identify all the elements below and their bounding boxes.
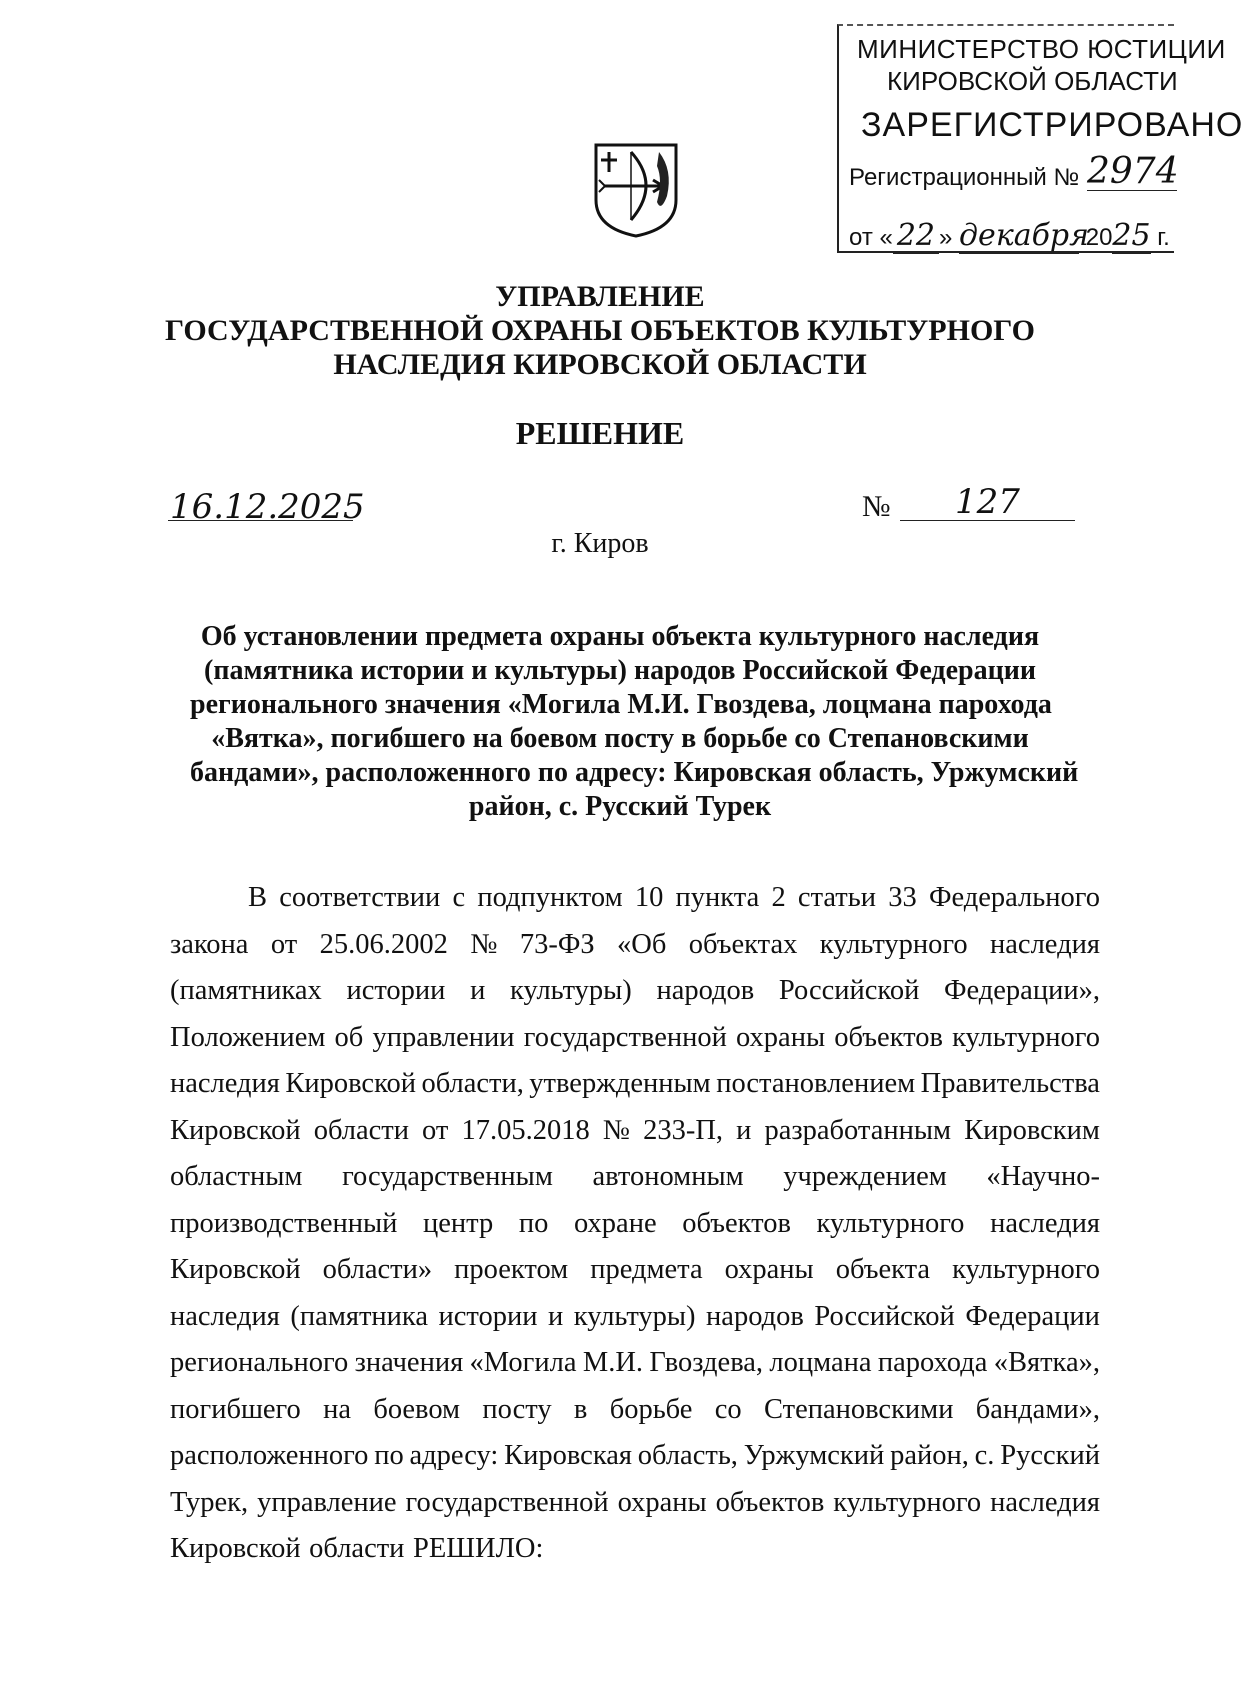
body-word: Кировской <box>170 1533 301 1564</box>
title-line: регионального значения «Могила М.И. Гвоздева, лоцмана парохода <box>190 689 1052 720</box>
body-word: значения <box>354 1347 464 1378</box>
body-line <box>170 1433 1100 1480</box>
body-word: Кировская <box>504 1440 632 1471</box>
body-word: области <box>309 1533 405 1564</box>
body-word: объектах <box>688 928 798 960</box>
body-word: предмета <box>590 1254 703 1285</box>
stamp-date-mid: » <box>939 224 953 251</box>
date-underline <box>168 520 353 521</box>
body-word: Федерации <box>965 1300 1100 1332</box>
body-word: Положением <box>170 1021 326 1053</box>
body-word: с. <box>974 1440 995 1471</box>
body-word: областным <box>170 1161 303 1192</box>
body-word: охраны <box>736 1021 826 1053</box>
title-line: «Вятка», погибшего на боевом посту в борьбе со Степановскими <box>211 723 1029 754</box>
body-word: Уржумский <box>743 1440 885 1471</box>
body-word: Правительства <box>920 1068 1100 1099</box>
body-word: народов <box>656 975 755 1006</box>
document-number: 127 <box>900 484 1075 521</box>
body-word: область, <box>637 1440 738 1471</box>
body-word: Русский <box>1000 1440 1100 1471</box>
body-word: постановлением <box>716 1068 916 1099</box>
body-word: народов <box>706 1300 804 1332</box>
body-word: государственной <box>405 1486 609 1518</box>
body-word: № <box>602 1114 630 1146</box>
body-word: Федерального <box>928 882 1100 913</box>
body-word: Турек, <box>170 1486 249 1518</box>
body-word: расположенного <box>170 1440 369 1471</box>
body-word: в <box>573 1393 588 1425</box>
body-word: Российской <box>778 975 920 1006</box>
title-line: (памятника истории и культуры) народов Российской Федерации <box>204 655 1036 686</box>
body-word: области, <box>421 1068 524 1099</box>
body-word: управлении <box>372 1021 515 1053</box>
stamp-ministry: МИНИСТЕРСТВО ЮСТИЦИИ <box>857 34 1226 64</box>
body-word: охраны <box>617 1486 707 1518</box>
body-word: «Об <box>617 928 667 960</box>
organization-line: НАСЛЕДИЯ КИРОВСКОЙ ОБЛАСТИ <box>333 348 867 381</box>
body-word: наследия <box>990 928 1100 960</box>
body-word: культурного <box>816 1207 965 1239</box>
stamp-date-prefix: от « <box>849 224 893 251</box>
organization-header <box>0 280 1200 382</box>
body-word: регионального <box>170 1347 349 1378</box>
body-word: адресу: <box>409 1440 499 1471</box>
body-word: РЕШИЛО: <box>412 1533 544 1564</box>
body-word: закона <box>170 928 249 960</box>
body-word: «Вятка», <box>993 1347 1100 1378</box>
body-word: 73-ФЗ <box>519 928 595 960</box>
body-line <box>170 1201 1100 1248</box>
body-word: Кировской <box>170 1254 301 1285</box>
body-word: автономным <box>592 1161 744 1192</box>
body-word: объектов <box>834 1021 943 1053</box>
body-word: и <box>547 1300 564 1332</box>
body-word: по <box>518 1207 549 1239</box>
title-line: район, с. Русский Турек <box>468 791 772 822</box>
body-paragraph <box>170 875 1100 1573</box>
document-type: РЕШЕНИЕ <box>515 415 685 451</box>
stamp-reg-number: 2974 <box>1087 151 1179 192</box>
body-word: наследия <box>170 1300 280 1332</box>
stamp-date-suffix: г. <box>1157 224 1170 251</box>
body-word: Степановскими <box>764 1393 954 1425</box>
organization-line: ГОСУДАРСТВЕННОЙ ОХРАНЫ ОБЪЕКТОВ КУЛЬТУРНОГО <box>165 314 1035 347</box>
body-word: статьи <box>797 882 876 913</box>
body-word: культурного <box>952 1254 1100 1285</box>
stamp-date-day: 22 <box>893 218 939 254</box>
number-label: № <box>862 490 891 523</box>
document-date: 16.12.2025 <box>170 487 365 527</box>
body-word: наследия <box>990 1207 1100 1239</box>
body-word: управление <box>257 1486 397 1518</box>
body-word: Гвоздева, <box>649 1347 764 1378</box>
body-word: «Могила <box>469 1347 577 1378</box>
title-line: Об установлении предмета охраны объекта культурного наследия <box>200 621 1040 652</box>
body-line <box>170 1526 1100 1573</box>
body-word: об <box>334 1021 364 1053</box>
stamp-reg-row <box>849 151 1179 192</box>
body-word: район, <box>890 1440 969 1471</box>
body-word: бандами», <box>975 1393 1100 1425</box>
body-word: культурного <box>833 1486 982 1518</box>
body-line <box>170 1154 1100 1201</box>
body-word: наследия <box>990 1486 1100 1518</box>
city: г. Киров <box>551 528 649 559</box>
body-line <box>170 922 1100 969</box>
body-word: области <box>313 1114 409 1146</box>
body-word: объектов <box>682 1207 791 1239</box>
body-word: 2 <box>771 882 786 913</box>
body-word: с <box>452 882 466 913</box>
body-word: культуры) <box>573 1300 696 1332</box>
body-word: на <box>323 1393 351 1425</box>
body-line <box>170 1340 1100 1387</box>
body-line <box>170 875 1100 922</box>
stamp-date-year: 25 <box>1112 218 1151 253</box>
body-word: государственным <box>342 1161 553 1192</box>
body-word: Кировской <box>285 1068 416 1099</box>
body-word: Кировской <box>170 1114 301 1146</box>
stamp-status: ЗАРЕГИСТРИРОВАНО <box>861 106 1243 144</box>
body-word: культурного <box>819 928 968 960</box>
body-word: погибшего <box>170 1393 301 1425</box>
body-line <box>170 1061 1100 1108</box>
coat-of-arms-icon <box>591 140 681 240</box>
body-word: парохода <box>877 1347 988 1378</box>
body-line <box>170 1247 1100 1294</box>
body-word: и <box>736 1114 752 1146</box>
body-word: подпунктом <box>477 882 623 913</box>
body-word: 25.06.2002 <box>319 928 448 960</box>
body-line <box>170 1387 1100 1434</box>
body-word: утвержденным <box>529 1068 711 1099</box>
body-word: (памятниках <box>170 975 322 1006</box>
body-word: объекта <box>835 1254 931 1285</box>
body-word: государственной <box>523 1021 727 1053</box>
document-title <box>190 620 1079 824</box>
body-word: посту <box>482 1393 552 1425</box>
body-word: пункта <box>675 882 760 913</box>
body-word: № <box>470 928 498 960</box>
title-line: бандами», расположенного по адресу: Кировская область, Уржумский <box>190 757 1079 788</box>
body-word: охраны <box>724 1254 814 1285</box>
body-word: 233-П, <box>643 1114 724 1146</box>
body-word: от <box>270 928 298 960</box>
body-word: культурного <box>952 1021 1100 1053</box>
body-word: Кировским <box>964 1114 1100 1146</box>
body-word: производственный <box>170 1207 398 1239</box>
body-word: истории <box>438 1300 538 1332</box>
body-line <box>170 1015 1100 1062</box>
body-word: 10 <box>634 882 664 913</box>
body-line <box>170 968 1100 1015</box>
body-word: истории <box>346 975 446 1006</box>
body-word: от <box>422 1114 449 1146</box>
body-word: боевом <box>373 1393 461 1425</box>
body-word: В <box>248 882 268 913</box>
stamp-date-month: декабря <box>959 218 1089 253</box>
registration-stamp <box>837 24 1243 253</box>
stamp-region: КИРОВСКОЙ ОБЛАСТИ <box>887 66 1178 96</box>
body-word: борьбе <box>609 1393 693 1425</box>
body-word: «Научно- <box>986 1161 1100 1192</box>
stamp-date-row <box>849 218 1170 254</box>
body-word: культуры) <box>510 975 632 1006</box>
body-word: объектов <box>715 1486 825 1518</box>
body-word: Федерации», <box>943 975 1100 1006</box>
body-word: разработанным <box>764 1114 952 1146</box>
body-line <box>170 1480 1100 1527</box>
body-word: наследия <box>170 1068 280 1099</box>
body-word: области» <box>322 1254 433 1285</box>
body-word: лоцмана <box>769 1347 872 1378</box>
organization-line: УПРАВЛЕНИЕ <box>495 280 705 313</box>
body-word: Российской <box>814 1300 955 1332</box>
body-word: 33 <box>888 882 917 913</box>
body-word: проектом <box>454 1254 569 1285</box>
body-word: со <box>714 1393 742 1425</box>
body-word: соответствии <box>279 882 441 913</box>
body-word: М.И. <box>582 1347 644 1378</box>
body-word: по <box>374 1440 404 1471</box>
body-line <box>170 1294 1100 1341</box>
stamp-date-year-prefix: 20 <box>1085 224 1113 251</box>
body-word: центр <box>423 1207 494 1239</box>
body-word: учреждением <box>783 1161 947 1192</box>
body-word: и <box>470 975 486 1006</box>
body-word: охране <box>574 1207 657 1239</box>
body-word: 17.05.2018 <box>461 1114 590 1146</box>
body-line <box>170 1108 1100 1155</box>
stamp-reg-label: Регистрационный № <box>849 164 1080 191</box>
body-word: (памятника <box>290 1300 428 1332</box>
